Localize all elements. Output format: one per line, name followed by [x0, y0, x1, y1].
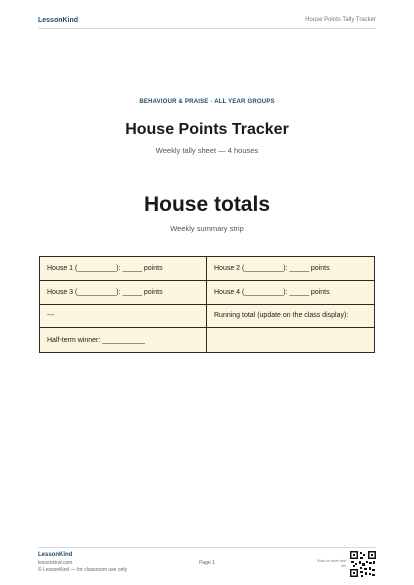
table-cell-half-term-winner: Half-term winner: ___________ [40, 328, 207, 352]
brand-logo-text: LessonKind [38, 17, 79, 24]
document-name: House Points Tally Tracker [305, 17, 376, 23]
table-cell-house-2: House 2 (__________): _____ points [207, 257, 374, 281]
section-subtitle: Weekly summary strip [170, 224, 244, 233]
table-cell-divider: --- [40, 305, 207, 329]
footer-brand: LessonKind [38, 552, 73, 558]
page-footer [38, 547, 376, 578]
page-title: House Points Tracker [125, 121, 289, 138]
qr-code-icon [350, 551, 376, 577]
footer-copyright: © LessonKind — for classroom use only [38, 567, 128, 573]
page-number: Page 1 [199, 560, 215, 566]
page-header [38, 14, 376, 29]
house-totals-table [39, 256, 375, 353]
section-title: House totals [143, 193, 271, 216]
page-subtitle: Weekly tally sheet — 4 houses [155, 146, 259, 155]
category-kicker: BEHAVIOUR & PRAISE · ALL YEAR GROUPS [139, 99, 275, 105]
table-cell-house-1: House 1 (__________): _____ points [40, 257, 207, 281]
table-cell-running-total: Running total (update on the class display): [207, 305, 374, 329]
table-cell-house-3: House 3 (__________): _____ points [40, 281, 207, 305]
table-cell-empty [207, 328, 374, 352]
table-cell-house-4: House 4 (__________): _____ points [207, 281, 374, 305]
scan-caption: Scan for more free res [317, 559, 346, 568]
footer-site-link[interactable]: lessonkind.com [38, 560, 73, 566]
